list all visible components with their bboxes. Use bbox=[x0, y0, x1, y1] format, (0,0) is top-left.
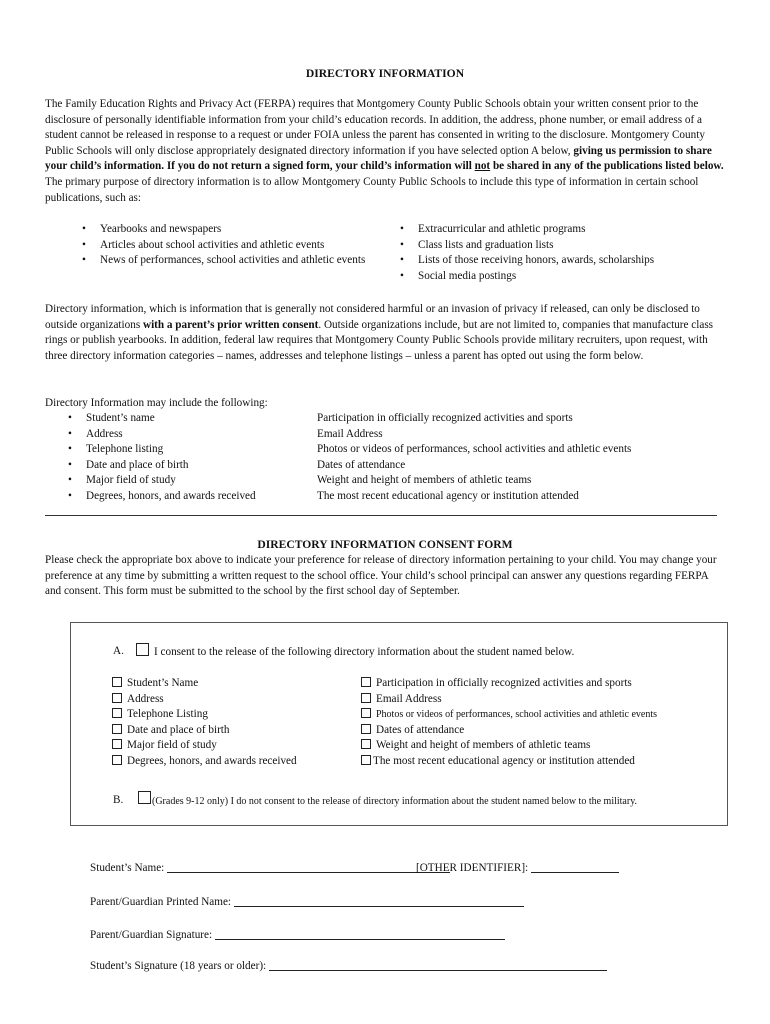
consent-items-right bbox=[361, 676, 721, 770]
student-name-line[interactable] bbox=[167, 861, 450, 873]
checkbox-icon bbox=[112, 755, 122, 765]
item-label: Photos or videos of performances, school activities and athletic events bbox=[376, 709, 658, 721]
list-item: Photos or videos of performances, school activities and athletic events bbox=[317, 443, 632, 456]
page-title: DIRECTORY INFORMATION bbox=[305, 67, 465, 80]
publications-list-left bbox=[78, 222, 378, 269]
intro-text: The Family Education Rights and Privacy Act (FERPA) requires that Montgomery County Public Schools obtain your written consent prior to the disclosure of personally identifiable information from your child’s education records. In addition, the address, phone number, or email address of a student cannot be released in response to a request or under FOIA unless the parent has consented in writing to the disclosure. Montgomery County Public Schools will only disclose appropriately designated directory information if you have selected option A below, bbox=[45, 98, 705, 157]
item-label: Email Address bbox=[376, 692, 442, 705]
consent-item-recent-agency[interactable] bbox=[361, 754, 721, 770]
student-signature-label: Student’s Signature (18 years or older): bbox=[90, 960, 267, 972]
parent-name-label: Parent/Guardian Printed Name: bbox=[90, 896, 232, 908]
consent-item-address[interactable] bbox=[112, 692, 352, 708]
item-label: Participation in officially recognized activities and sports bbox=[376, 677, 632, 689]
list-item: • Date and place of birth bbox=[64, 458, 314, 474]
list-item: • Articles about school activities and athletic events bbox=[78, 238, 378, 254]
consent-instructions: Please check the appropriate box above to indicate your preference for release of directory information pertaining to your child. You may change your preference at any time by submitting a written request to the school office. Your child’s school principal can answer any questions regarding FERPA and consent. This form must be submitted to the school by the first school day of September. bbox=[45, 554, 717, 598]
consent-items-left bbox=[112, 676, 352, 770]
list-item: Email Address bbox=[317, 427, 383, 440]
list-item: • Major field of study bbox=[64, 473, 314, 489]
directory-items-left bbox=[64, 411, 314, 505]
item-label: Weight and height of members of athletic teams bbox=[376, 739, 591, 752]
item-label: The most recent educational agency or institution attended bbox=[373, 754, 635, 767]
other-identifier-line[interactable] bbox=[531, 861, 619, 873]
consent-item-weight-height[interactable] bbox=[361, 738, 721, 754]
student-name-label: Student’s Name: bbox=[90, 862, 165, 874]
list-item: Weight and height of members of athletic teams bbox=[317, 474, 532, 487]
list-item: Participation in officially recognized activities and sports bbox=[317, 412, 573, 424]
parent-signature-field[interactable] bbox=[90, 928, 505, 944]
checkbox-icon bbox=[112, 724, 122, 734]
checkbox-icon bbox=[361, 724, 371, 734]
consent-item-birth[interactable] bbox=[112, 723, 352, 739]
option-a-checkbox[interactable] bbox=[136, 643, 149, 663]
list-item: • Class lists and graduation lists bbox=[396, 238, 716, 254]
other-identifier-field[interactable] bbox=[416, 861, 619, 877]
directory-text: Directory information, which is information that is generally not considered harmful or an invasion of privacy if released, can only be disclosed to outside organizations bbox=[45, 303, 700, 331]
item-label: Date and place of birth bbox=[127, 723, 230, 736]
list-item: • Extracurricular and athletic programs bbox=[396, 222, 716, 238]
list-item: • Degrees, honors, and awards received bbox=[64, 489, 314, 505]
option-b-label: B. bbox=[113, 794, 124, 806]
publications-list-right bbox=[396, 222, 716, 284]
consent-form-title: DIRECTORY INFORMATION CONSENT FORM bbox=[257, 538, 513, 551]
list-item: • Student’s name bbox=[64, 411, 314, 427]
student-signature-line[interactable] bbox=[269, 959, 607, 971]
checkbox-icon bbox=[361, 677, 371, 687]
option-a-label: A. bbox=[113, 645, 124, 657]
option-a-text: I consent to the release of the following directory information about the student named below. bbox=[154, 646, 575, 658]
consent-item-email[interactable] bbox=[361, 692, 721, 708]
checkbox-icon bbox=[361, 693, 371, 703]
checkbox-icon bbox=[136, 643, 149, 656]
parent-name-field[interactable] bbox=[90, 895, 524, 911]
checkbox-icon bbox=[361, 739, 371, 749]
item-label: Degrees, honors, and awards received bbox=[127, 754, 297, 767]
parent-signature-label: Parent/Guardian Signature: bbox=[90, 929, 213, 941]
list-item: • Yearbooks and newspapers bbox=[78, 222, 378, 238]
consent-item-major[interactable] bbox=[112, 738, 352, 754]
consent-item-attendance[interactable] bbox=[361, 723, 721, 739]
student-signature-field[interactable] bbox=[90, 959, 607, 975]
ferpa-intro-paragraph bbox=[45, 97, 725, 206]
item-label: Dates of attendance bbox=[376, 723, 465, 736]
option-b-text: (Grades 9-12 only) I do not consent to the release of directory information about the student named below to the military. bbox=[152, 796, 638, 807]
list-item: • Lists of those receiving honors, awards, scholarships bbox=[396, 253, 716, 269]
directory-info-paragraph bbox=[45, 302, 725, 364]
list-item: • Social media postings bbox=[396, 269, 716, 285]
checkbox-icon bbox=[112, 677, 122, 687]
parent-signature-line[interactable] bbox=[215, 928, 505, 940]
directory-bold-text: with a parent’s prior written consent bbox=[142, 318, 319, 331]
item-label: Student’s Name bbox=[127, 677, 199, 689]
consent-item-photos[interactable] bbox=[361, 707, 721, 723]
list-item: • Telephone listing bbox=[64, 442, 314, 458]
checkbox-icon bbox=[112, 739, 122, 749]
list-item: • News of performances, school activities and athletic events bbox=[78, 253, 378, 269]
consent-item-student-name[interactable] bbox=[112, 676, 352, 692]
section-divider bbox=[45, 515, 717, 516]
consent-item-degrees[interactable] bbox=[112, 754, 352, 770]
parent-name-line[interactable] bbox=[234, 895, 524, 907]
consent-item-participation[interactable] bbox=[361, 676, 721, 692]
directory-items-right bbox=[317, 411, 727, 505]
may-include-heading: Directory Information may include the following: bbox=[45, 397, 268, 409]
checkbox-icon bbox=[361, 755, 371, 765]
intro-bold-text: giving us permission to share your child’s information. If you do not return a signed form, your child’s information will bbox=[45, 144, 712, 173]
option-b-checkbox[interactable] bbox=[138, 791, 151, 811]
other-identifier-label: [OTHER IDENTIFIER]: bbox=[416, 862, 529, 874]
list-item: Dates of attendance bbox=[317, 458, 406, 471]
checkbox-icon bbox=[361, 708, 371, 718]
intro-bold-text-2: be shared in any of the publications listed below. bbox=[490, 160, 724, 173]
item-label: Major field of study bbox=[127, 739, 217, 752]
consent-item-telephone[interactable] bbox=[112, 707, 352, 723]
checkbox-icon bbox=[112, 693, 122, 703]
item-label: Address bbox=[127, 692, 164, 705]
student-name-field[interactable] bbox=[90, 861, 450, 877]
list-item: The most recent educational agency or institution attended bbox=[317, 489, 579, 502]
intro-purpose-text: The primary purpose of directory information is to allow Montgomery County Public Schools to include this type of information in certain school publications, such as: bbox=[45, 175, 699, 204]
intro-not-text: not bbox=[474, 160, 491, 173]
list-item: • Address bbox=[64, 427, 314, 443]
item-label: Telephone Listing bbox=[127, 708, 208, 721]
checkbox-icon bbox=[138, 791, 151, 804]
checkbox-icon bbox=[112, 708, 122, 718]
directory-text-2: . Outside organizations include, but are not limited to, companies that manufacture class rings or publish yearbooks. In addition, federal law requires that Montgomery County Public Schools provide military recruiters, upon request, with three directory information categories – names, addresses and telephone listings – unless a parent has opted out using the form below. bbox=[45, 318, 714, 362]
